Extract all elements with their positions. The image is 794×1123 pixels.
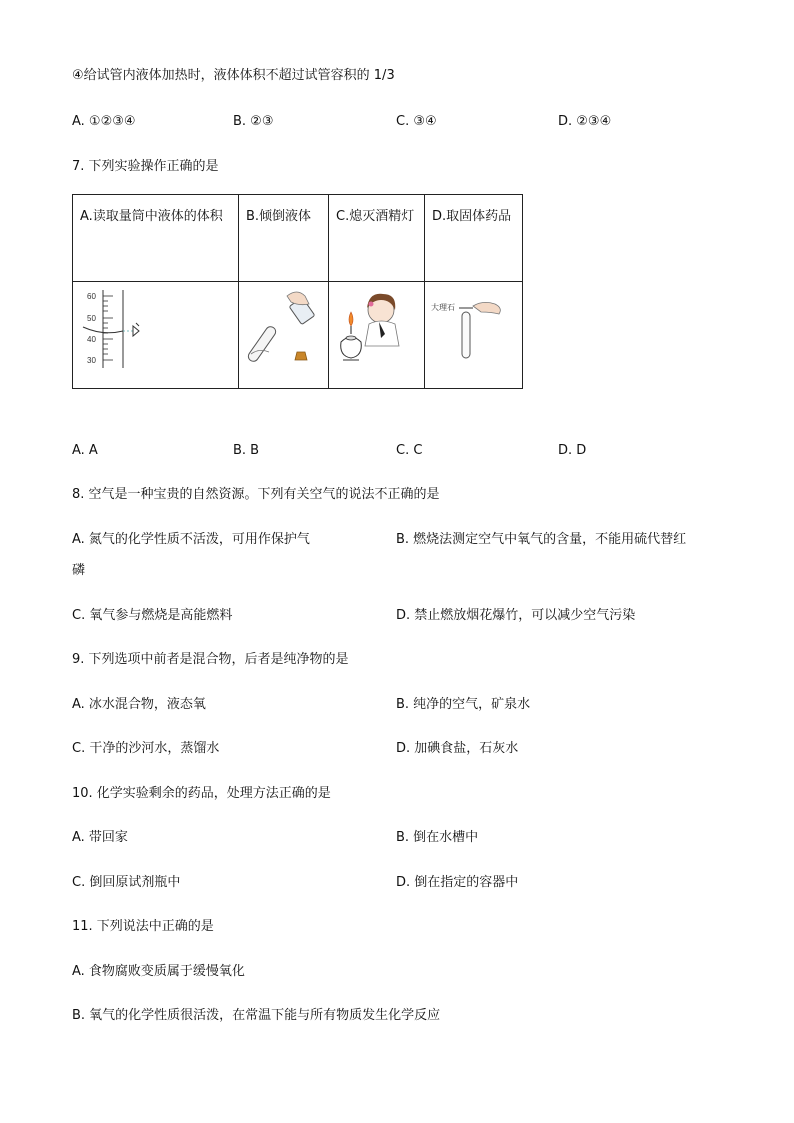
q11-stem: 11. 下列说法中正确的是: [72, 919, 214, 934]
marble-label: 大理石: [431, 303, 455, 312]
q10-option-c: C. 倒回原试剂瓶中: [72, 875, 181, 890]
graduated-cylinder-icon: [73, 282, 238, 388]
q6-option-a: A. ①②③④: [72, 114, 136, 129]
q6-item-4: ④给试管内液体加热时，液体体积不超过试管容积的 1/3: [72, 68, 395, 83]
header-d-text: D.取固体药品: [432, 209, 512, 224]
tick-30: 30: [87, 356, 96, 365]
q7-option-c: C. C: [396, 443, 423, 458]
q7-option-b: B. B: [233, 443, 260, 458]
q8-option-b: B. 燃烧法测定空气中氧气的含量，不能用硫代替红: [396, 532, 687, 547]
q10-option-a: A. 带回家: [72, 830, 128, 845]
tick-50: 50: [87, 314, 96, 323]
q8-option-a: A. 氮气的化学性质不活泼，可用作保护气: [72, 532, 310, 547]
alcohol-lamp-icon: [329, 282, 423, 388]
header-b-text: B.倾倒液体: [246, 209, 312, 224]
q11-option-b: B. 氧气的化学性质很活泼，在常温下能与所有物质发生化学反应: [72, 1008, 441, 1023]
q7-option-d: D. D: [558, 443, 587, 458]
header-b: [239, 195, 329, 282]
header-c-text: C.熄灭酒精灯: [336, 209, 415, 224]
pouring-liquid-icon: [239, 282, 327, 388]
header-a-text: A.读取量筒中液体的体积: [80, 209, 223, 224]
header-a: [73, 195, 239, 282]
q8-option-d: D. 禁止燃放烟花爆竹，可以减少空气污染: [396, 608, 636, 623]
q6-option-d: D. ②③④: [558, 114, 612, 129]
q10-option-b: B. 倒在水槽中: [396, 830, 479, 845]
q10-option-d: D. 倒在指定的容器中: [396, 875, 519, 890]
experiment-table: [72, 194, 523, 389]
q7-option-a: A. A: [72, 443, 98, 458]
q9-option-c: C. 干净的沙河水，蒸馏水: [72, 741, 220, 756]
extinguish-lamp-image: [329, 282, 425, 389]
q8-option-c: C. 氧气参与燃烧是高能燃料: [72, 608, 233, 623]
q11-option-a: A. 食物腐败变质属于缓慢氧化: [72, 964, 245, 979]
q6-option-b: B. ②③: [233, 114, 274, 129]
q8-stem: 8. 空气是一种宝贵的自然资源。下列有关空气的说法不正确的是: [72, 487, 440, 502]
take-solid-image: [425, 282, 523, 389]
q9-option-d: D. 加碘食盐，石灰水: [396, 741, 519, 756]
q8-option-b-continued: 磷: [72, 563, 86, 578]
q9-option-b: B. 纯净的空气，矿泉水: [396, 697, 531, 712]
q7-stem: 7. 下列实验操作正确的是: [72, 159, 219, 174]
tick-40: 40: [87, 335, 96, 344]
pouring-liquid-image: [239, 282, 329, 389]
q10-stem: 10. 化学实验剩余的药品，处理方法正确的是: [72, 786, 331, 801]
q9-option-a: A. 冰水混合物，液态氧: [72, 697, 206, 712]
q9-stem: 9. 下列选项中前者是混合物，后者是纯净物的是: [72, 652, 349, 667]
test-tube-tongs-icon: [425, 282, 521, 388]
q6-option-c: C. ③④: [396, 114, 437, 129]
tick-60: 60: [87, 292, 96, 301]
header-d: [425, 195, 523, 282]
header-c: [329, 195, 425, 282]
cylinder-reading-image: [73, 282, 239, 389]
